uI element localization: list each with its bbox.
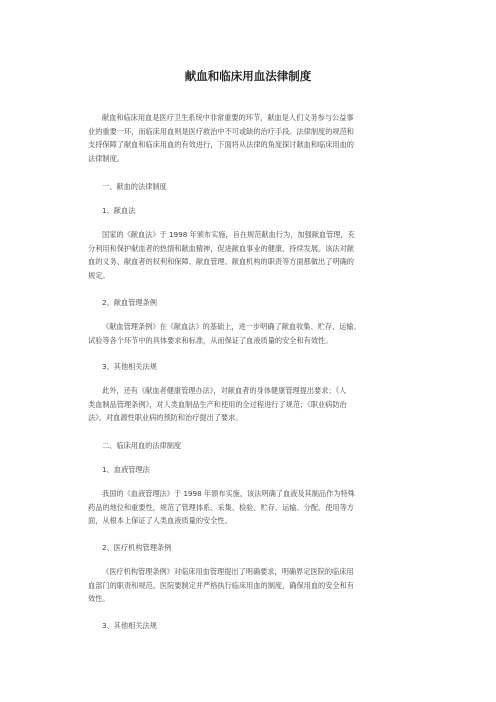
- text-line: 面，从根本上保证了人类血液质量的安全性。: [88, 516, 232, 525]
- text-line: 支持保障了献血和临床用血的有效进行，下面将从法律的角度探讨献血和临床用血的: [88, 140, 354, 149]
- text-line: 法律制度。: [88, 153, 124, 163]
- section-heading: 一、献血的法律制度: [102, 182, 167, 191]
- body-paragraph: [88, 320, 418, 347]
- text-line: 血的义务、献血者的权利和保障、献血管理、献血机构的职责等方面都做出了明确的: [88, 257, 354, 266]
- text-line: 试验等各个环节中的具体要求和标准，从而保证了血液质量的安全和有效性。: [88, 335, 333, 345]
- body-paragraph: [88, 565, 418, 606]
- text-line: 我国的《血液管理法》于 1998 年颁布实施，该法明确了血液及其制品作为特殊: [102, 489, 355, 498]
- text-line: 《献血管理条例》在《献血法》的基础上，进一步明确了献血收集、贮存、运输、: [102, 322, 361, 331]
- body-paragraph: [88, 228, 418, 282]
- text-line: 规定。: [88, 270, 110, 280]
- text-line: 血部门的职责和规范。医院要制定并严格执行临床用血的制度，确保用血的安全和有: [88, 580, 354, 590]
- subsection-heading: 2、献血管理条例: [102, 298, 157, 307]
- text-line: 业的重要一环，而临床用血则是医疗救治中不可或缺的治疗手段。法律制度的规范和: [88, 126, 354, 136]
- text-line: 《医疗机构管理条例》对临床用血管理提出了明确要求，明确界定医院的临床用: [102, 567, 354, 576]
- text-line: 法》，对血源性职业病的预防和治疗提出了要求。: [88, 413, 243, 422]
- subsection-heading: 1、血液管理法: [102, 465, 150, 474]
- text-line: 类血制品管理条例》，对人类血制品生产和使用的全过程进行了规范；《职业病防治: [88, 399, 347, 409]
- subsection-heading: 3、其他相关法规: [102, 621, 157, 630]
- text-line: 效性。: [88, 594, 110, 603]
- text-line: 药品的地位和重要性，规范了管理体系、采集、检验、贮存、运输、分配、使用等方: [88, 502, 354, 512]
- text-line: 献血和临床用血是医疗卫生系统中非常重要的环节，献血是人们义务参与公益事: [102, 113, 354, 122]
- text-line: 此外，还有《献血者健康管理办法》，对献血者的身体健康管理提出要求；《人: [102, 386, 347, 395]
- section-heading: 二、临床用血的法律制度: [102, 441, 182, 450]
- text-line: 国家的《献血法》于 1998 年颁布实施，旨在规范献血行为，加强献血管理，充: [102, 230, 355, 239]
- document-title: 献血和临床用血法律制度: [184, 69, 312, 83]
- body-paragraph: [88, 384, 418, 425]
- intro-paragraph: [88, 111, 418, 165]
- subsection-heading: 2、医疗机构管理条例: [102, 543, 172, 552]
- subsection-heading: 1、献血法: [102, 206, 136, 215]
- text-line: 分利用和保护献血者的热情和献血精神，促进献血事业的健康、持续发展。该法对献: [88, 243, 354, 253]
- subsection-heading: 3、其他相关法规: [102, 362, 157, 371]
- body-paragraph: [88, 487, 418, 528]
